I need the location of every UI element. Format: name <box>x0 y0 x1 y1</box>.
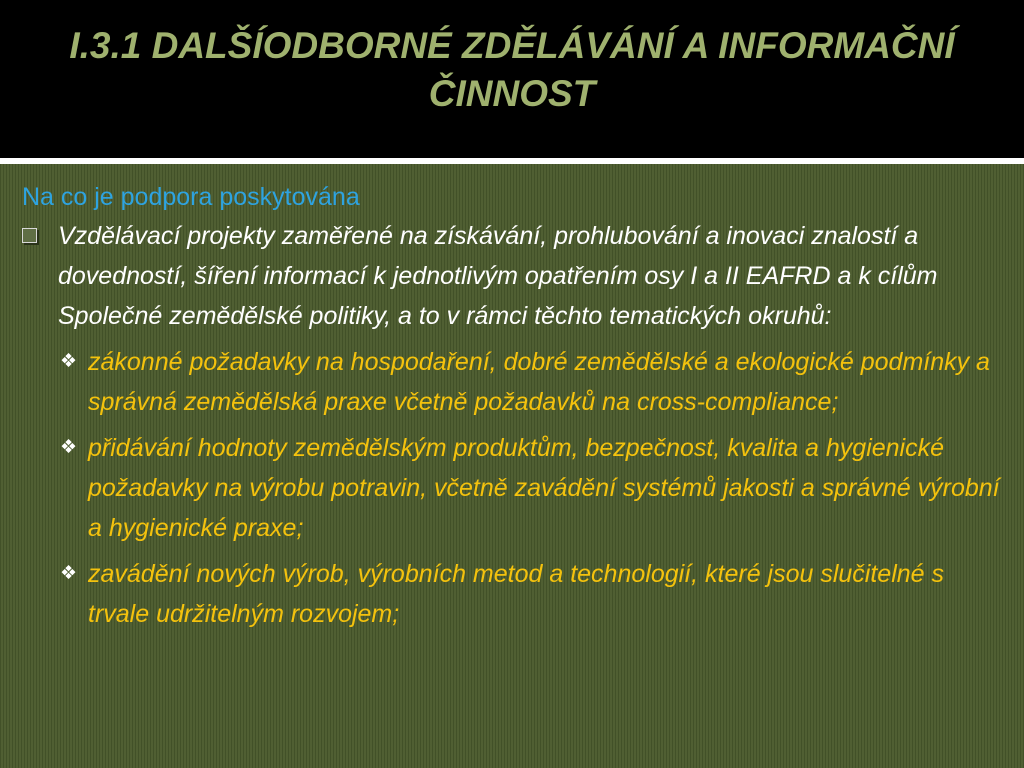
diamond-flower-icon: ❖ <box>60 563 78 584</box>
subheading: Na co je podpora poskytována <box>22 183 360 211</box>
slide-content <box>22 180 1007 634</box>
main-bullet-text: Vzdělávací projekty zaměřené na získávání, prohlubování a inovaci znalostí a dovedností, šíření informací k jednotlivým opatřením osy I a II EAFRD a k cílům Společné zemědělské politiky, a to v rámci těchto tematických okruhů: <box>58 222 938 330</box>
sub-bullet-text: zákonné požadavky na hospodaření, dobré zemědělské a ekologické podmínky a správná zemědělská praxe včetně požadavků na cross-compliance; <box>88 348 990 416</box>
header-divider <box>0 158 1024 164</box>
main-bullet-item <box>22 216 1007 336</box>
slide-title: I.3.1 DALŠÍODBORNÉ ZDĚLÁVÁNÍ A INFORMAČNÍ ČINNOST <box>69 25 955 114</box>
sub-bullet-text: přidávání hodnoty zemědělským produktům, bezpečnost, kvalita a hygienické požadavky na výrobu potravin, včetně zavádění systémů jakosti a správné výrobní a hygienické praxe; <box>88 434 1000 542</box>
checkbox-square-icon <box>22 228 37 243</box>
sub-bullet-text: zavádění nových výrob, výrobních metod a technologií, které jsou slučitelné s trvale udržitelným rozvojem; <box>88 560 945 628</box>
sub-bullet-item <box>22 428 1007 548</box>
sub-bullet-item <box>22 554 1007 634</box>
sub-bullet-item <box>22 342 1007 422</box>
diamond-flower-icon: ❖ <box>60 437 78 458</box>
diamond-flower-icon: ❖ <box>60 351 78 372</box>
